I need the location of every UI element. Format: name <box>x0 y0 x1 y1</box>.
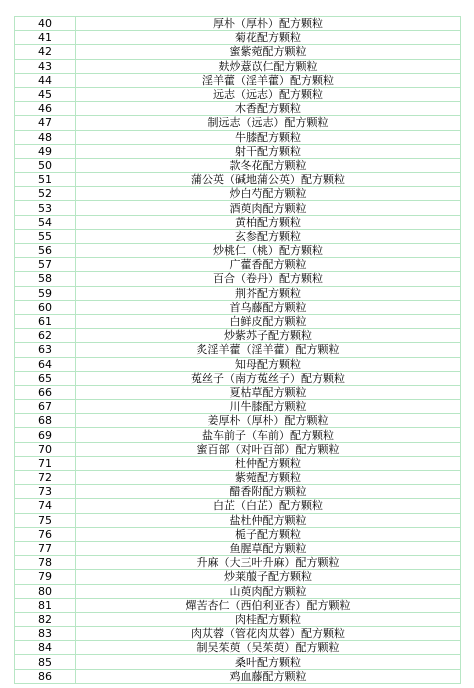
table-row <box>15 570 461 584</box>
table-row <box>15 329 461 343</box>
row-number-cell[interactable]: 60 <box>15 300 76 314</box>
table-row <box>15 471 461 485</box>
product-name-cell[interactable]: 川牛膝配方颗粒 <box>76 400 461 414</box>
product-name-cell[interactable]: 桑叶配方颗粒 <box>76 655 461 669</box>
product-name-cell[interactable]: 牛膝配方颗粒 <box>76 130 461 144</box>
product-name-cell[interactable]: 姜厚朴（厚朴）配方颗粒 <box>76 414 461 428</box>
product-name-cell[interactable]: 首乌藤配方颗粒 <box>76 300 461 314</box>
table-row <box>15 215 461 229</box>
table-row <box>15 385 461 399</box>
table-row <box>15 116 461 130</box>
table-row <box>15 59 461 73</box>
table-row <box>15 229 461 243</box>
row-number-cell[interactable]: 64 <box>15 357 76 371</box>
product-name-cell[interactable]: 酒萸肉配方颗粒 <box>76 201 461 215</box>
product-name-cell[interactable]: 肉桂配方颗粒 <box>76 612 461 626</box>
row-number-cell[interactable]: 53 <box>15 201 76 215</box>
product-name-cell[interactable]: 炒莱菔子配方颗粒 <box>76 570 461 584</box>
table-row <box>15 400 461 414</box>
table-row <box>15 314 461 328</box>
row-number-cell[interactable]: 59 <box>15 286 76 300</box>
row-number-cell[interactable]: 77 <box>15 541 76 555</box>
table-row <box>15 627 461 641</box>
table-row <box>15 343 461 357</box>
row-number-cell[interactable]: 76 <box>15 527 76 541</box>
table-row <box>15 144 461 158</box>
product-name-cell[interactable]: 厚朴（厚朴）配方颗粒 <box>76 17 461 31</box>
table-row <box>15 187 461 201</box>
product-name-cell[interactable]: 玄参配方颗粒 <box>76 229 461 243</box>
table-row <box>15 272 461 286</box>
row-number-cell[interactable]: 55 <box>15 229 76 243</box>
row-number-cell[interactable]: 58 <box>15 272 76 286</box>
product-name-cell[interactable]: 荆芥配方颗粒 <box>76 286 461 300</box>
row-number-cell[interactable]: 52 <box>15 187 76 201</box>
row-number-cell[interactable]: 54 <box>15 215 76 229</box>
product-name-cell[interactable]: 知母配方颗粒 <box>76 357 461 371</box>
product-name-cell[interactable]: 制远志（远志）配方颗粒 <box>76 116 461 130</box>
row-number-cell[interactable]: 80 <box>15 584 76 598</box>
row-number-cell[interactable]: 82 <box>15 612 76 626</box>
row-number-cell[interactable]: 72 <box>15 471 76 485</box>
table-row <box>15 73 461 87</box>
row-number-cell[interactable]: 45 <box>15 87 76 101</box>
product-name-cell[interactable]: 百合（卷丹）配方颗粒 <box>76 272 461 286</box>
product-name-cell[interactable]: 蜜紫菀配方颗粒 <box>76 45 461 59</box>
row-number-cell[interactable]: 66 <box>15 385 76 399</box>
product-name-cell[interactable]: 射干配方颗粒 <box>76 144 461 158</box>
table-row <box>15 244 461 258</box>
product-name-cell[interactable]: 制吴茱萸（吴茱萸）配方颗粒 <box>76 641 461 655</box>
table-row <box>15 158 461 172</box>
product-name-cell[interactable]: 肉苁蓉（管花肉苁蓉）配方颗粒 <box>76 627 461 641</box>
row-number-cell[interactable]: 70 <box>15 442 76 456</box>
product-name-cell[interactable]: 杜仲配方颗粒 <box>76 456 461 470</box>
table-row <box>15 669 461 683</box>
product-name-cell[interactable]: 菊花配方颗粒 <box>76 31 461 45</box>
row-number-cell[interactable]: 75 <box>15 513 76 527</box>
product-name-cell[interactable]: 炒白芍配方颗粒 <box>76 187 461 201</box>
row-number-cell[interactable]: 61 <box>15 314 76 328</box>
product-name-cell[interactable]: 炙淫羊藿（淫羊藿）配方颗粒 <box>76 343 461 357</box>
row-number-cell[interactable]: 69 <box>15 428 76 442</box>
table-row <box>15 598 461 612</box>
product-name-cell[interactable]: 蒲公英（碱地蒲公英）配方颗粒 <box>76 173 461 187</box>
table-row <box>15 45 461 59</box>
table-row <box>15 87 461 101</box>
row-number-cell[interactable]: 47 <box>15 116 76 130</box>
row-number-cell[interactable]: 57 <box>15 258 76 272</box>
product-name-cell[interactable]: 木香配方颗粒 <box>76 102 461 116</box>
table-row <box>15 485 461 499</box>
product-name-cell[interactable]: 炒紫苏子配方颗粒 <box>76 329 461 343</box>
table-row <box>15 442 461 456</box>
row-number-cell[interactable]: 73 <box>15 485 76 499</box>
row-number-cell[interactable]: 48 <box>15 130 76 144</box>
row-number-cell[interactable]: 43 <box>15 59 76 73</box>
table-row <box>15 541 461 555</box>
row-number-cell[interactable]: 79 <box>15 570 76 584</box>
table-row <box>15 371 461 385</box>
product-name-cell[interactable]: 燀苦杏仁（西伯利亚杏）配方颗粒 <box>76 598 461 612</box>
product-name-cell[interactable]: 盐车前子（车前）配方颗粒 <box>76 428 461 442</box>
row-number-cell[interactable]: 84 <box>15 641 76 655</box>
table-row <box>15 357 461 371</box>
product-name-cell[interactable]: 广藿香配方颗粒 <box>76 258 461 272</box>
table-row <box>15 556 461 570</box>
table-row <box>15 286 461 300</box>
product-name-cell[interactable]: 升麻（大三叶升麻）配方颗粒 <box>76 556 461 570</box>
table-row <box>15 655 461 669</box>
product-name-cell[interactable]: 鱼腥草配方颗粒 <box>76 541 461 555</box>
product-name-cell[interactable]: 栀子配方颗粒 <box>76 527 461 541</box>
row-number-cell[interactable]: 42 <box>15 45 76 59</box>
table-row <box>15 641 461 655</box>
row-number-cell[interactable]: 68 <box>15 414 76 428</box>
product-name-cell[interactable]: 麸炒薏苡仁配方颗粒 <box>76 59 461 73</box>
product-name-cell[interactable]: 盐杜仲配方颗粒 <box>76 513 461 527</box>
table-body <box>15 17 461 684</box>
product-name-cell[interactable]: 淫羊藿（淫羊藿）配方颗粒 <box>76 73 461 87</box>
row-number-cell[interactable]: 40 <box>15 17 76 31</box>
product-name-cell[interactable]: 白芷（白芷）配方颗粒 <box>76 499 461 513</box>
row-number-cell[interactable]: 78 <box>15 556 76 570</box>
product-name-cell[interactable]: 款冬花配方颗粒 <box>76 158 461 172</box>
product-name-cell[interactable]: 远志（远志）配方颗粒 <box>76 87 461 101</box>
product-name-cell[interactable]: 菟丝子（南方菟丝子）配方颗粒 <box>76 371 461 385</box>
row-number-cell[interactable]: 49 <box>15 144 76 158</box>
row-number-cell[interactable]: 67 <box>15 400 76 414</box>
row-number-cell[interactable]: 86 <box>15 669 76 683</box>
table-row <box>15 513 461 527</box>
product-name-cell[interactable]: 山萸肉配方颗粒 <box>76 584 461 598</box>
row-number-cell[interactable]: 44 <box>15 73 76 87</box>
row-number-cell[interactable]: 41 <box>15 31 76 45</box>
row-number-cell[interactable]: 46 <box>15 102 76 116</box>
table-row <box>15 17 461 31</box>
table-row <box>15 173 461 187</box>
table-row <box>15 499 461 513</box>
product-name-cell[interactable]: 黄柏配方颗粒 <box>76 215 461 229</box>
spreadsheet-table <box>14 16 461 684</box>
row-number-cell[interactable]: 62 <box>15 329 76 343</box>
product-name-cell[interactable]: 紫菀配方颗粒 <box>76 471 461 485</box>
table-row <box>15 31 461 45</box>
table-row <box>15 428 461 442</box>
product-name-cell[interactable]: 白鲜皮配方颗粒 <box>76 314 461 328</box>
row-number-cell[interactable]: 51 <box>15 173 76 187</box>
row-number-cell[interactable]: 74 <box>15 499 76 513</box>
row-number-cell[interactable]: 65 <box>15 371 76 385</box>
product-name-cell[interactable]: 蜜百部（对叶百部）配方颗粒 <box>76 442 461 456</box>
table-row <box>15 456 461 470</box>
product-name-cell[interactable]: 醋香附配方颗粒 <box>76 485 461 499</box>
row-number-cell[interactable]: 71 <box>15 456 76 470</box>
row-number-cell[interactable]: 81 <box>15 598 76 612</box>
row-number-cell[interactable]: 85 <box>15 655 76 669</box>
table-row <box>15 527 461 541</box>
table-row <box>15 102 461 116</box>
row-number-cell[interactable]: 50 <box>15 158 76 172</box>
table-row <box>15 300 461 314</box>
row-number-cell[interactable]: 63 <box>15 343 76 357</box>
row-number-cell[interactable]: 56 <box>15 244 76 258</box>
table-row <box>15 612 461 626</box>
table-row <box>15 414 461 428</box>
row-number-cell[interactable]: 83 <box>15 627 76 641</box>
table-row <box>15 130 461 144</box>
table-row <box>15 201 461 215</box>
table-row <box>15 584 461 598</box>
product-name-cell[interactable]: 炒桃仁（桃）配方颗粒 <box>76 244 461 258</box>
product-name-cell[interactable]: 夏枯草配方颗粒 <box>76 385 461 399</box>
product-name-cell[interactable]: 鸡血藤配方颗粒 <box>76 669 461 683</box>
table-row <box>15 258 461 272</box>
